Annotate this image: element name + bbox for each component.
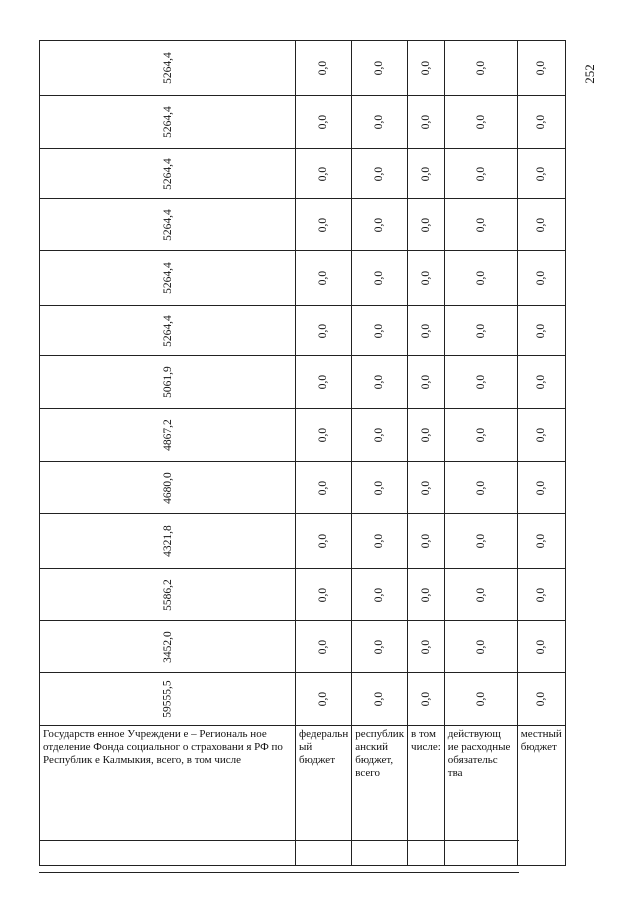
cell-value: 59555,5 xyxy=(161,680,174,718)
value-cell xyxy=(408,569,445,621)
value-cell xyxy=(352,673,408,726)
cell-value: 0,0 xyxy=(419,374,432,390)
cell-value: 0,0 xyxy=(535,270,548,286)
cell-value: 5264,4 xyxy=(161,106,174,138)
cell-value: 5061,9 xyxy=(161,366,174,398)
cell-value: 0,0 xyxy=(474,270,487,286)
cell-value: 0,0 xyxy=(373,166,386,181)
cell-value: 0,0 xyxy=(419,587,432,602)
value-cell xyxy=(408,41,445,96)
value-cell xyxy=(444,514,517,569)
cell-value: 0,0 xyxy=(373,114,386,130)
cell-value: 0,0 xyxy=(317,114,330,130)
cell-value: 0,0 xyxy=(419,480,432,495)
row-label: местный бюджет xyxy=(517,726,565,866)
value-cell xyxy=(408,409,445,462)
cell-value: 0,0 xyxy=(317,60,330,76)
cell-value: 5264,4 xyxy=(161,262,174,294)
value-cell xyxy=(517,199,565,251)
cell-value: 0,0 xyxy=(317,270,330,286)
value-cell xyxy=(408,251,445,306)
value-cell xyxy=(408,96,445,149)
cell-value: 0,0 xyxy=(373,270,386,286)
label-row xyxy=(40,726,566,866)
value-cell xyxy=(40,96,296,149)
value-cell xyxy=(444,306,517,356)
value-row xyxy=(40,621,566,673)
cell-value: 0,0 xyxy=(535,427,548,443)
value-cell xyxy=(444,41,517,96)
cell-value: 4680,0 xyxy=(161,471,174,504)
cell-value: 0,0 xyxy=(474,691,487,707)
cell-value: 0,0 xyxy=(373,374,386,390)
value-cell xyxy=(517,514,565,569)
value-cell xyxy=(444,149,517,199)
value-cell xyxy=(517,306,565,356)
page-number: 252 xyxy=(582,64,597,84)
cell-value: 0,0 xyxy=(373,323,386,338)
value-cell xyxy=(517,41,565,96)
value-cell xyxy=(517,251,565,306)
cell-value: 0,0 xyxy=(373,480,386,495)
cell-value: 0,0 xyxy=(474,639,487,654)
cell-value: 0,0 xyxy=(535,533,548,549)
cell-value: 0,0 xyxy=(373,533,386,549)
value-cell xyxy=(352,409,408,462)
value-cell xyxy=(517,96,565,149)
value-cell xyxy=(296,514,352,569)
value-cell xyxy=(517,621,565,673)
cell-value: 0,0 xyxy=(317,533,330,549)
value-cell xyxy=(352,621,408,673)
cell-value: 0,0 xyxy=(474,374,487,390)
row-label: федеральн ый бюджет xyxy=(296,726,352,866)
value-row xyxy=(40,514,566,569)
value-cell xyxy=(40,149,296,199)
cell-value: 0,0 xyxy=(474,480,487,495)
value-cell xyxy=(408,462,445,514)
value-row xyxy=(40,409,566,462)
cell-value: 0,0 xyxy=(419,323,432,338)
value-row xyxy=(40,462,566,514)
value-row xyxy=(40,356,566,409)
value-cell xyxy=(40,621,296,673)
value-cell xyxy=(444,356,517,409)
value-cell xyxy=(352,514,408,569)
value-cell xyxy=(296,569,352,621)
cell-value: 0,0 xyxy=(419,217,432,232)
cell-value: 0,0 xyxy=(419,270,432,286)
value-cell xyxy=(40,462,296,514)
value-cell xyxy=(408,149,445,199)
row-label: Государств енное Учреждени е – Региональ ное отделение Фонда социальног о страховани я РФ по Республик е Калмыкия, всего, в том числе xyxy=(40,726,296,866)
value-cell xyxy=(517,462,565,514)
value-cell xyxy=(40,251,296,306)
value-cell xyxy=(296,621,352,673)
cell-value: 0,0 xyxy=(373,427,386,443)
cell-value: 0,0 xyxy=(419,533,432,549)
cell-value: 0,0 xyxy=(317,217,330,232)
value-row xyxy=(40,41,566,96)
cell-value: 0,0 xyxy=(474,427,487,443)
budget-table xyxy=(39,40,566,866)
value-cell xyxy=(352,356,408,409)
value-cell xyxy=(444,462,517,514)
value-cell xyxy=(444,96,517,149)
cell-value: 5264,4 xyxy=(161,157,174,190)
value-cell xyxy=(296,306,352,356)
value-cell xyxy=(444,673,517,726)
cell-value: 0,0 xyxy=(373,639,386,654)
cell-value: 4321,8 xyxy=(161,525,174,557)
value-cell xyxy=(296,251,352,306)
cell-value: 0,0 xyxy=(474,533,487,549)
cell-value: 0,0 xyxy=(373,587,386,602)
value-cell xyxy=(517,149,565,199)
cell-value: 0,0 xyxy=(419,639,432,654)
value-row xyxy=(40,251,566,306)
cell-value: 0,0 xyxy=(419,427,432,443)
value-cell xyxy=(352,462,408,514)
value-cell xyxy=(444,621,517,673)
value-cell xyxy=(40,306,296,356)
cell-value: 0,0 xyxy=(535,166,548,181)
value-cell xyxy=(408,199,445,251)
value-cell xyxy=(517,356,565,409)
cell-value: 0,0 xyxy=(535,114,548,130)
value-cell xyxy=(444,251,517,306)
value-cell xyxy=(296,96,352,149)
cell-value: 0,0 xyxy=(419,114,432,130)
value-cell xyxy=(40,356,296,409)
value-row xyxy=(40,306,566,356)
value-cell xyxy=(444,409,517,462)
signature-line-2 xyxy=(39,872,519,873)
value-cell xyxy=(352,149,408,199)
value-cell xyxy=(296,41,352,96)
value-row xyxy=(40,199,566,251)
value-row xyxy=(40,673,566,726)
value-cell xyxy=(352,569,408,621)
value-cell xyxy=(444,199,517,251)
value-cell xyxy=(352,96,408,149)
cell-value: 0,0 xyxy=(373,217,386,232)
value-cell xyxy=(352,251,408,306)
cell-value: 0,0 xyxy=(474,217,487,232)
cell-value: 0,0 xyxy=(535,480,548,495)
row-label: республик анский бюджет, всего xyxy=(352,726,408,866)
cell-value: 5264,4 xyxy=(161,314,174,347)
value-cell xyxy=(296,199,352,251)
cell-value: 0,0 xyxy=(535,587,548,602)
value-cell xyxy=(517,409,565,462)
value-cell xyxy=(40,41,296,96)
cell-value: 4867,2 xyxy=(161,419,174,451)
cell-value: 0,0 xyxy=(317,374,330,390)
value-cell xyxy=(40,409,296,462)
value-cell xyxy=(40,514,296,569)
value-row xyxy=(40,149,566,199)
cell-value: 0,0 xyxy=(474,114,487,130)
cell-value: 0,0 xyxy=(317,691,330,707)
value-cell xyxy=(408,673,445,726)
cell-value: 3452,0 xyxy=(161,630,174,663)
signature-line-1 xyxy=(39,840,519,841)
cell-value: 5586,2 xyxy=(161,578,174,611)
cell-value: 0,0 xyxy=(373,691,386,707)
value-cell xyxy=(408,514,445,569)
cell-value: 0,0 xyxy=(535,374,548,390)
cell-value: 0,0 xyxy=(419,60,432,76)
value-cell xyxy=(40,199,296,251)
value-cell xyxy=(517,569,565,621)
value-row xyxy=(40,569,566,621)
value-cell xyxy=(40,673,296,726)
value-cell xyxy=(352,41,408,96)
cell-value: 0,0 xyxy=(419,166,432,181)
cell-value: 0,0 xyxy=(535,691,548,707)
cell-value: 0,0 xyxy=(474,587,487,602)
cell-value: 5264,4 xyxy=(161,208,174,241)
value-cell xyxy=(296,409,352,462)
cell-value: 0,0 xyxy=(317,323,330,338)
value-cell xyxy=(296,462,352,514)
value-cell xyxy=(444,569,517,621)
cell-value: 0,0 xyxy=(317,166,330,181)
value-cell xyxy=(352,199,408,251)
row-label: в том числе: xyxy=(408,726,445,866)
value-cell xyxy=(352,306,408,356)
value-cell xyxy=(408,621,445,673)
cell-value: 5264,4 xyxy=(161,52,174,84)
cell-value: 0,0 xyxy=(474,166,487,181)
value-cell xyxy=(296,673,352,726)
cell-value: 0,0 xyxy=(419,691,432,707)
value-cell xyxy=(408,356,445,409)
value-cell xyxy=(408,306,445,356)
value-cell xyxy=(517,673,565,726)
cell-value: 0,0 xyxy=(535,639,548,654)
cell-value: 0,0 xyxy=(373,60,386,76)
cell-value: 0,0 xyxy=(317,427,330,443)
cell-value: 0,0 xyxy=(474,60,487,76)
cell-value: 0,0 xyxy=(317,480,330,495)
value-row xyxy=(40,96,566,149)
cell-value: 0,0 xyxy=(535,217,548,232)
cell-value: 0,0 xyxy=(535,323,548,338)
row-label: действующ ие расходные обязательс тва xyxy=(444,726,517,866)
value-cell xyxy=(296,356,352,409)
cell-value: 0,0 xyxy=(317,587,330,602)
value-cell xyxy=(296,149,352,199)
cell-value: 0,0 xyxy=(474,323,487,338)
cell-value: 0,0 xyxy=(535,60,548,76)
cell-value: 0,0 xyxy=(317,639,330,654)
value-cell xyxy=(40,569,296,621)
